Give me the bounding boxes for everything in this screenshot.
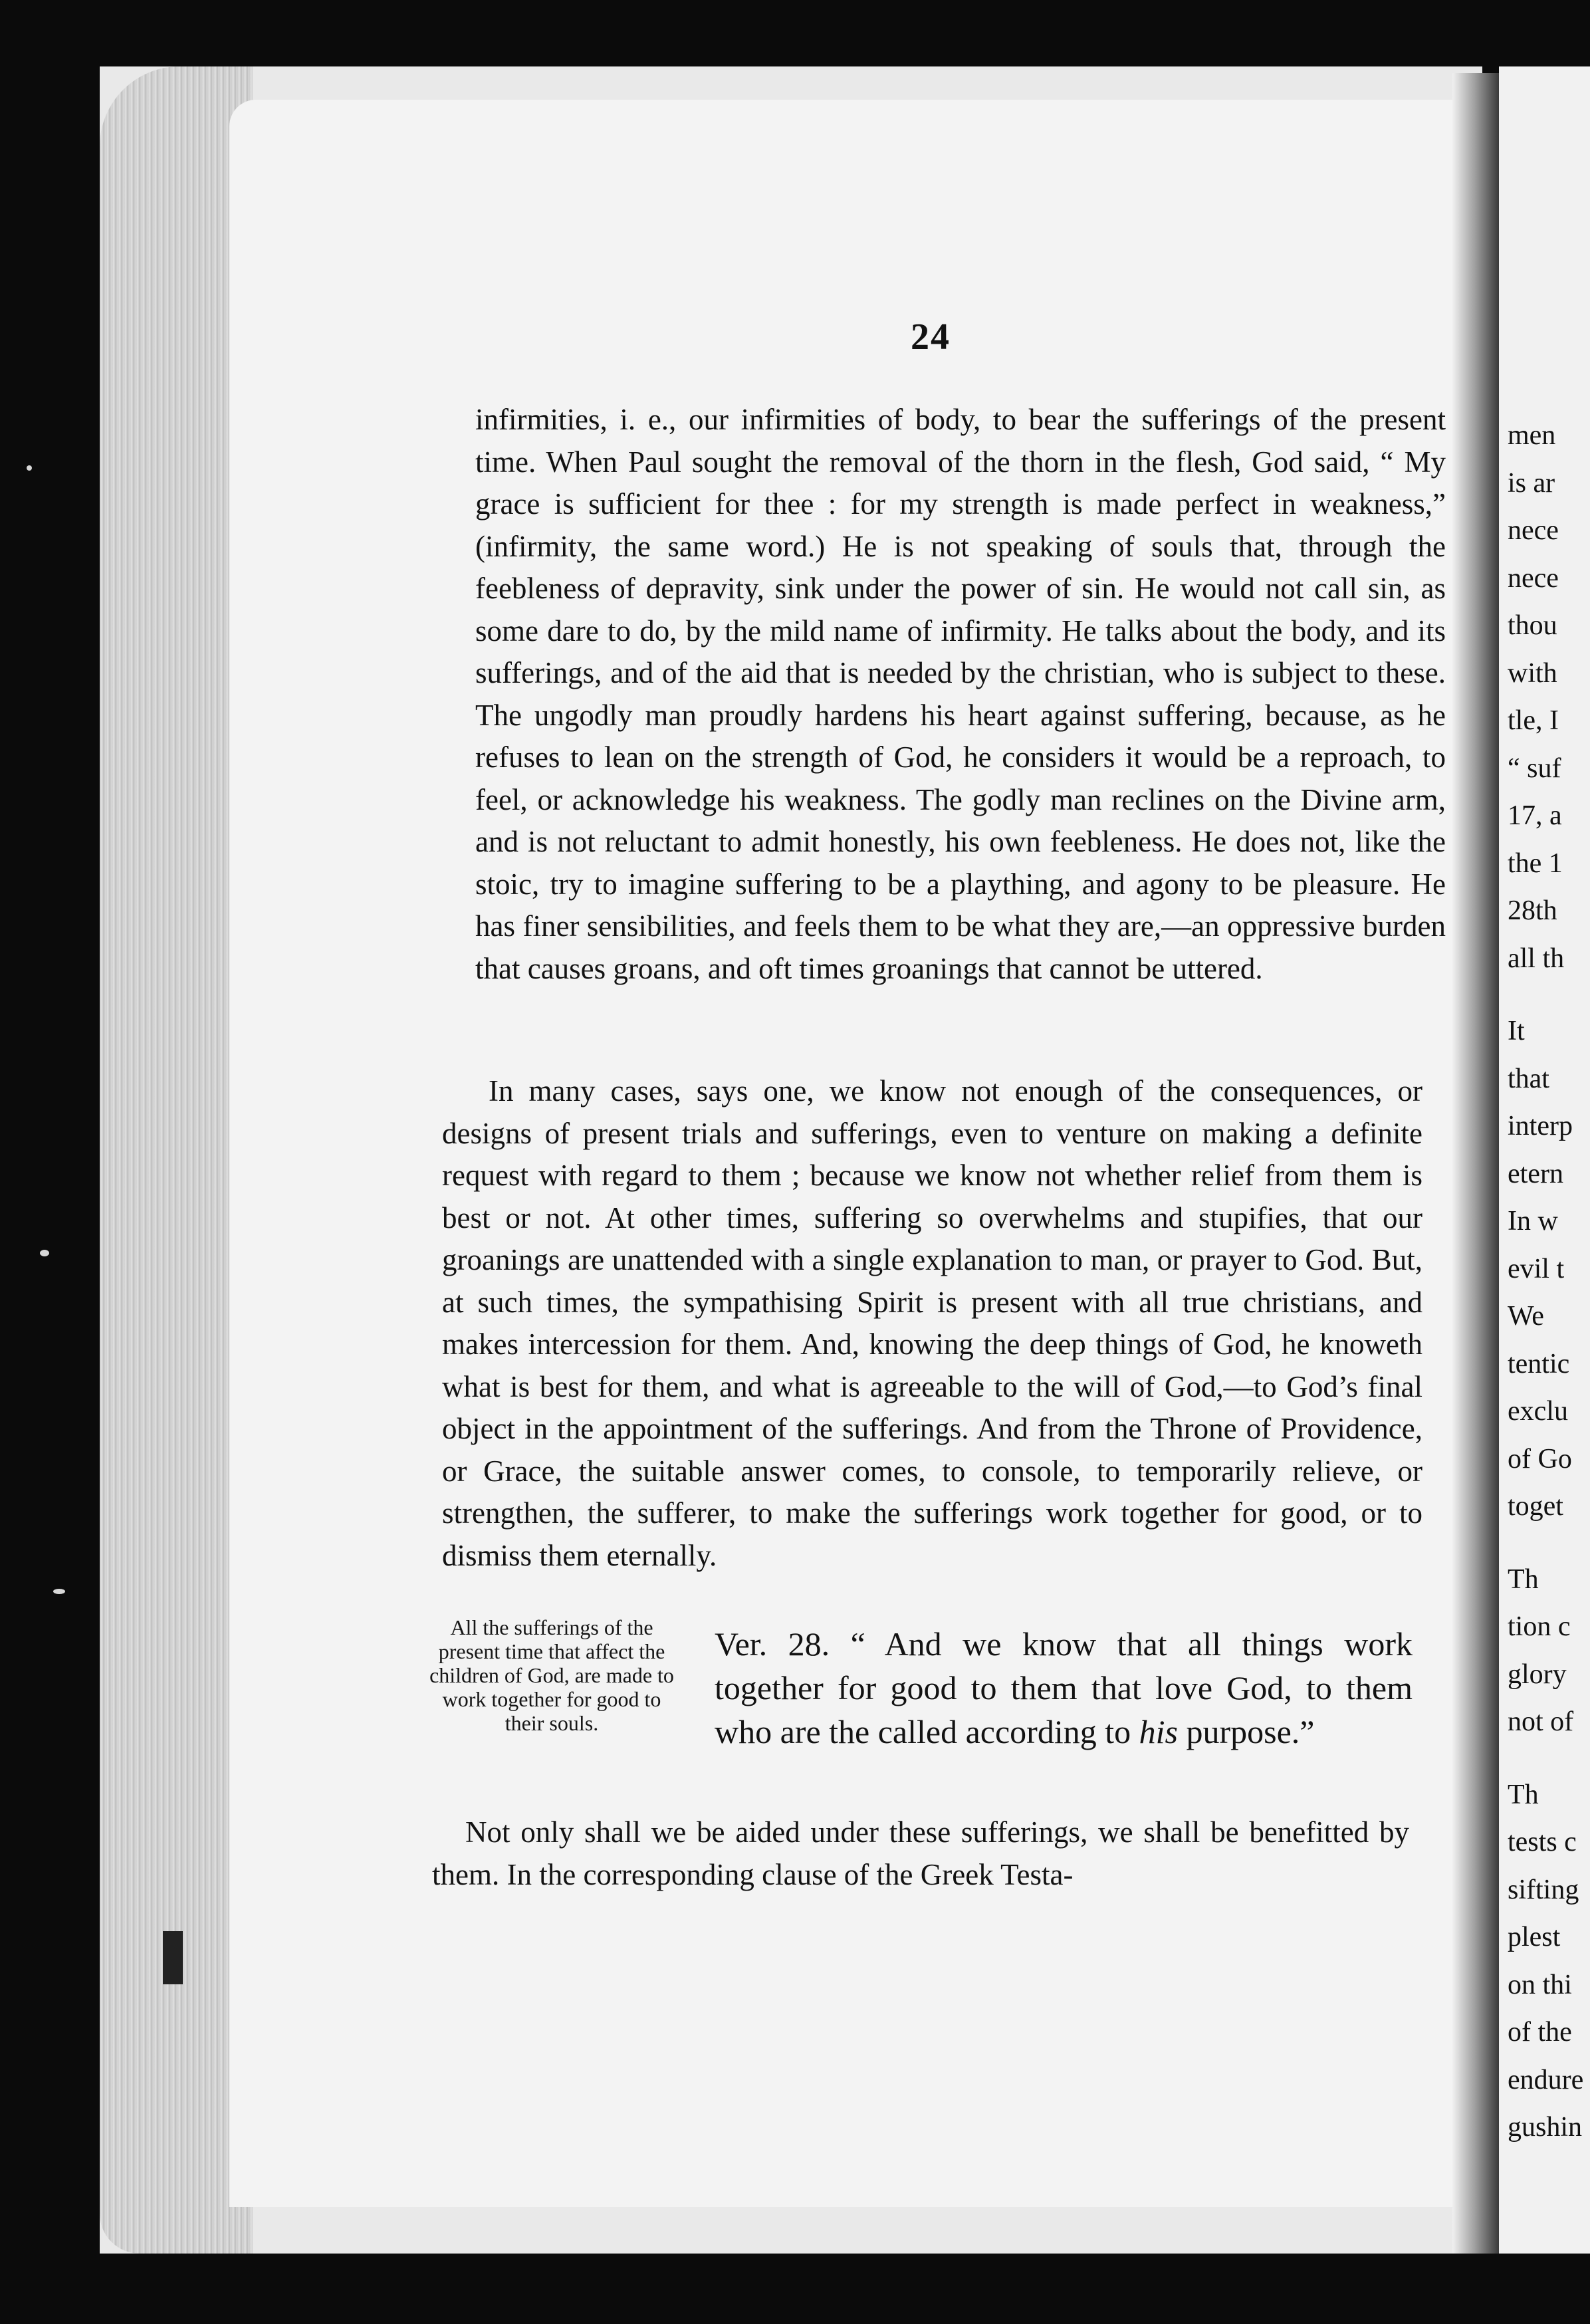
facing-line: gushin	[1508, 2112, 1583, 2143]
facing-line: It	[1508, 1016, 1525, 1046]
verse-text-end: purpose.”	[1177, 1713, 1315, 1750]
facing-line: toget	[1508, 1491, 1563, 1522]
facing-line: tion c	[1508, 1611, 1571, 1642]
facing-line: the 1	[1508, 848, 1563, 879]
paragraph-text: In many cases, says one, we know not enough of the consequences, or designs of present trials and sufferings, even to venture on making a definite request with regard to them ; because we know not whether relief from them is best or not. At other times, suffering so overwhelms and stupifies, that our groanings are unattended with a single explanation to man, or prayer to God. But, at such times, the sympathising Spirit is present with all true christians, and makes intercession for them. And, knowing the deep things of God, he knoweth what is best for them, and what is agreeable to the will of God,—to God’s final object in the appointment of the sufferings. And from the Throne of Providence, or Grace, the suitable answer comes, to console, to temporarily relieve, or strengthen, the sufferer, to make the sufferings work together for good, or to dismiss them eternally.	[442, 1074, 1422, 1572]
facing-line: on thi	[1508, 1969, 1572, 2000]
facing-line: Th	[1508, 1779, 1539, 1810]
facing-line: 28th	[1508, 895, 1557, 926]
verse-text: Ver. 28. “ And we know that all things work together for good to them that love God, to them who are the called according to	[715, 1625, 1413, 1750]
facing-line: “ suf	[1508, 753, 1561, 784]
scan-speck	[27, 465, 32, 471]
verse-28	[715, 1622, 1413, 1754]
paragraph-not-only	[432, 1811, 1409, 1896]
facing-line: We	[1508, 1301, 1544, 1332]
facing-line: endure	[1508, 2064, 1584, 2095]
paragraph-text: Not only shall we be aided under these sufferings, we shall be benefitted by them. In the corresponding clause of the Greek Testa-	[432, 1815, 1409, 1891]
paragraph-text: infirmities, i. e., our infirmities of body, to bear the sufferings of the present time. When Paul sought the removal of the thorn in the flesh, God said, “ My grace is sufficient for thee : for my strength is made perfect in weakness,” (infirmity, the same word.) He is not speaking of souls that, through the feebleness of depravity, sink under the power of sin. He would not call sin, as some dare to do, by the mild name of infirmity. He talks about the body, and its sufferings, and of the aid that is needed by the christian, who is subject to these. The ungodly man proudly hardens his heart against suffering, because, as he refuses to lean on the strength of God, he considers it would be a reproach, to feel, or acknowledge his weakness. The godly man reclines on the Divine arm, and is not reluctant to admit honestly, his own feebleness. He does not, like the stoic, try to imagine suffering to be a plaything, and agony to be pleasure. He has finer sensibilities, and feels them to be what they are,—an oppressive burden that causes groans, and oft times groanings that cannot be uttered.	[475, 403, 1446, 985]
facing-line: plest	[1508, 1922, 1561, 1952]
margin-note: All the sufferings of the present time that affect the children of God, are made to work together for good to their souls.	[429, 1615, 674, 1735]
facing-line: not of	[1508, 1706, 1574, 1737]
paragraph-many-cases	[442, 1070, 1422, 1577]
facing-line: thou	[1508, 610, 1557, 641]
scan-speck	[53, 1589, 65, 1594]
facing-line: all th	[1508, 943, 1565, 974]
facing-line: with	[1508, 657, 1557, 689]
facing-line: nece	[1508, 515, 1559, 546]
facing-line: nece	[1508, 562, 1559, 594]
facing-page-text	[1508, 412, 1590, 2152]
facing-line: tle, I	[1508, 705, 1559, 736]
facing-line: interp	[1508, 1111, 1573, 1141]
facing-line: evil t	[1508, 1253, 1565, 1284]
page-number: 24	[911, 316, 951, 358]
facing-line: of the	[1508, 2017, 1572, 2047]
binding-mark	[163, 1931, 183, 1984]
facing-line: exclu	[1508, 1396, 1568, 1427]
paragraph-infirmities	[475, 399, 1446, 990]
facing-line: of Go	[1508, 1443, 1572, 1474]
scan-speck	[40, 1250, 49, 1256]
facing-line: is ar	[1508, 467, 1555, 499]
facing-line: 17, a	[1508, 800, 1562, 831]
facing-line: tests c	[1508, 1827, 1577, 1857]
facing-line: Th	[1508, 1564, 1539, 1595]
verse-emphasis: his	[1139, 1713, 1178, 1750]
facing-line: that	[1508, 1063, 1549, 1094]
facing-line: men	[1508, 420, 1556, 451]
book-gutter	[1452, 73, 1499, 2254]
facing-line: etern	[1508, 1158, 1563, 1189]
facing-line: tentic	[1508, 1348, 1570, 1379]
facing-line: glory	[1508, 1659, 1567, 1690]
facing-line: sifting	[1508, 1874, 1579, 1905]
facing-line: In w	[1508, 1206, 1558, 1236]
